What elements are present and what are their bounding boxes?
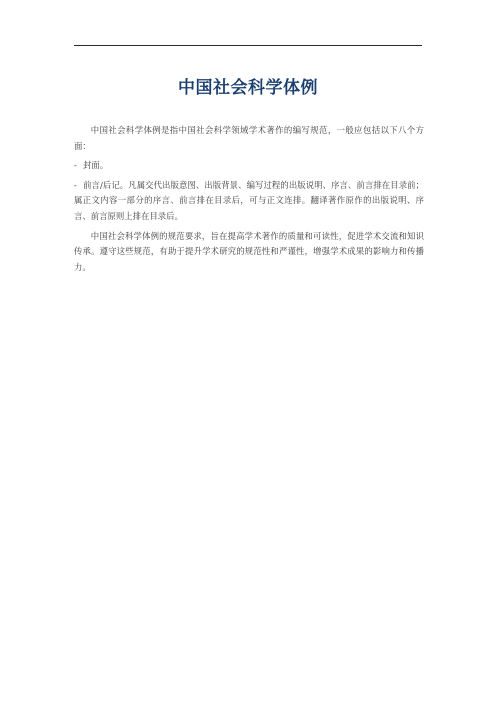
list-marker: - bbox=[74, 160, 77, 171]
header-rule bbox=[74, 45, 422, 46]
list-item-preface bbox=[74, 178, 424, 225]
document-title: 中国社会科学体例 bbox=[178, 78, 318, 98]
list-item-cover bbox=[74, 158, 424, 174]
intro-paragraph: 中国社会科学体例是指中国社会科学领域学术著作的编写规范，一般应包括以下八个方面： bbox=[74, 125, 424, 151]
list-item-text: 封面。 bbox=[83, 160, 109, 171]
conclusion-paragraph: 中国社会科学体例的规范要求，旨在提高学术著作的质量和可读性，促进学术交流和知识传承。遵守这些规范，有助于提升学术研究的规范性和严谨性，增强学术成果的影响力和传播力。 bbox=[74, 230, 424, 272]
list-marker: - bbox=[74, 179, 77, 190]
list-item-text: 前言/后记。凡属交代出版意图、出版背景、编写过程的出版说明、序言、前言排在目录前；属正文内容一部分的序言、前言排在目录后，可与正文连排。翻译著作原作的出版说明、序言、前言原则上排在目录后。 bbox=[74, 179, 424, 221]
document-body bbox=[74, 123, 424, 279]
